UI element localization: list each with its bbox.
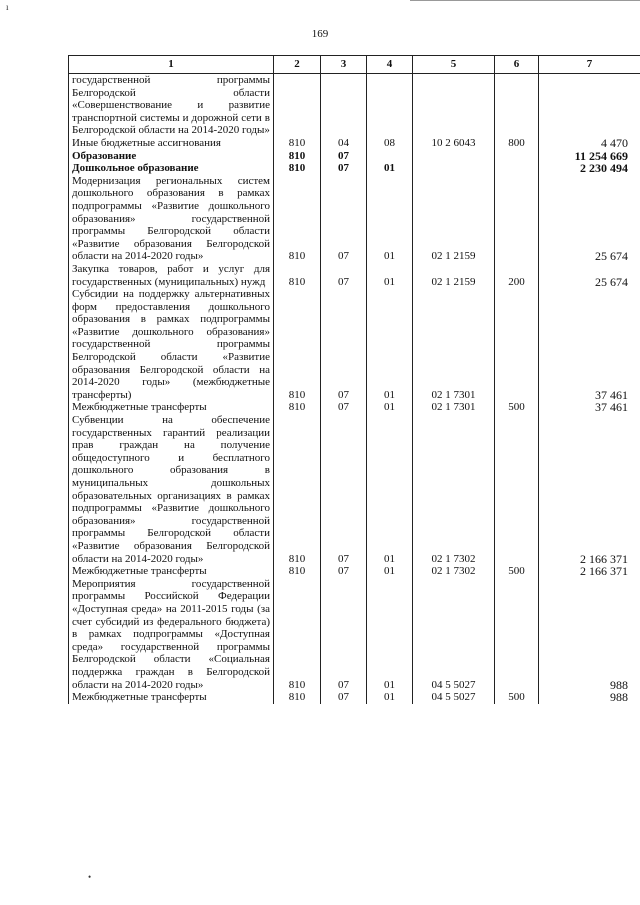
table-row <box>69 150 640 163</box>
row-admin-code: 810 <box>274 578 321 691</box>
row-subsection: 01 <box>367 175 413 263</box>
row-amount: 2 230 494 <box>539 162 640 175</box>
row-name: Субсидии на поддержку альтернативных форм предоставления дошкольного образования в рамках подпрограммы «Развитие дошкольного образования» государственной программы Белгородской области «Развитие образования Белгородской области на 2014-2020 годы» (межбюджетные трансферты) <box>69 288 274 401</box>
row-subsection <box>367 150 413 163</box>
row-admin-code: 810 <box>274 691 321 704</box>
row-subsection: 01 <box>367 414 413 565</box>
row-admin-code: 810 <box>274 414 321 565</box>
row-subsection: 01 <box>367 578 413 691</box>
row-expense-type <box>495 150 539 163</box>
row-name: государственной программы Белгородской области «Совершенствование и развитие транспортной системы и дорожной сети в Белгородской области на 2014-2020 годы» <box>69 74 274 137</box>
row-amount: 25 674 <box>539 175 640 263</box>
row-admin-code: 810 <box>274 288 321 401</box>
row-target-article: 04 5 5027 <box>413 578 495 691</box>
row-section: 07 <box>321 263 367 288</box>
row-subsection: 01 <box>367 288 413 401</box>
row-target-article <box>413 162 495 175</box>
row-subsection: 08 <box>367 137 413 150</box>
row-admin-code: 810 <box>274 137 321 150</box>
row-section: 07 <box>321 565 367 578</box>
table-row <box>69 74 640 137</box>
row-expense-type <box>495 162 539 175</box>
row-name: Межбюджетные трансферты <box>69 401 274 414</box>
row-target-article: 02 1 2159 <box>413 263 495 288</box>
row-expense-type <box>495 414 539 565</box>
row-amount: 2 166 371 <box>539 414 640 565</box>
table-row <box>69 414 640 565</box>
table-row <box>69 162 640 175</box>
table-row <box>69 263 640 288</box>
row-target-article <box>413 74 495 137</box>
row-target-article: 04 5 5027 <box>413 691 495 704</box>
row-subsection: 01 <box>367 401 413 414</box>
row-section <box>321 74 367 137</box>
row-amount: 988 <box>539 691 640 704</box>
top-edge-rule <box>410 0 640 1</box>
row-section: 07 <box>321 162 367 175</box>
scan-mark: • <box>88 872 92 882</box>
row-section: 07 <box>321 401 367 414</box>
row-admin-code: 810 <box>274 150 321 163</box>
row-amount: 4 470 <box>539 137 640 150</box>
row-admin-code: 810 <box>274 263 321 288</box>
row-amount: 11 254 669 <box>539 150 640 163</box>
row-amount: 25 674 <box>539 263 640 288</box>
row-name: Межбюджетные трансферты <box>69 565 274 578</box>
table-row <box>69 175 640 263</box>
column-header: 6 <box>495 56 539 74</box>
row-section: 07 <box>321 578 367 691</box>
row-target-article: 10 2 6043 <box>413 137 495 150</box>
row-subsection: 01 <box>367 691 413 704</box>
row-admin-code: 810 <box>274 401 321 414</box>
row-name: Дошкольное образование <box>69 162 274 175</box>
column-header: 2 <box>274 56 321 74</box>
row-admin-code: 810 <box>274 565 321 578</box>
row-name: Межбюджетные трансферты <box>69 691 274 704</box>
row-target-article: 02 1 7302 <box>413 414 495 565</box>
row-amount: 988 <box>539 578 640 691</box>
row-subsection: 01 <box>367 162 413 175</box>
column-header: 5 <box>413 56 495 74</box>
row-subsection: 01 <box>367 263 413 288</box>
row-name: Субвенции на обеспечение государственных гарантий реализации прав граждан на получение общедоступного и бесплатного дошкольного образования в муниципальных дошкольных образовательных организациях в рамках подпрограммы «Развитие дошкольного образования» государственной программы Белгородской области «Развитие образования Белгородской области на 2014-2020 годы» <box>69 414 274 565</box>
row-expense-type: 500 <box>495 691 539 704</box>
budget-table <box>68 55 640 704</box>
table-row <box>69 565 640 578</box>
row-section: 04 <box>321 137 367 150</box>
row-admin-code: 810 <box>274 175 321 263</box>
row-amount: 37 461 <box>539 401 640 414</box>
row-target-article: 02 1 7301 <box>413 401 495 414</box>
row-target-article: 02 1 7301 <box>413 288 495 401</box>
column-header: 7 <box>539 56 640 74</box>
table-row <box>69 137 640 150</box>
row-expense-type: 800 <box>495 137 539 150</box>
row-expense-type: 200 <box>495 263 539 288</box>
row-name: Иные бюджетные ассигнования <box>69 137 274 150</box>
row-expense-type: 500 <box>495 401 539 414</box>
row-name: Образование <box>69 150 274 163</box>
row-admin-code <box>274 74 321 137</box>
row-name: Модернизация региональных систем дошкольного образования в рамках подпрограммы «Развитие дошкольного образования» государственной программы Белгородской области «Развитие образования Белгородской области на 2014-2020 годы» <box>69 175 274 263</box>
row-section: 07 <box>321 691 367 704</box>
row-target-article: 02 1 7302 <box>413 565 495 578</box>
row-section: 07 <box>321 288 367 401</box>
row-amount: 37 461 <box>539 288 640 401</box>
row-expense-type: 500 <box>495 565 539 578</box>
row-subsection: 01 <box>367 565 413 578</box>
row-section: 07 <box>321 414 367 565</box>
row-subsection <box>367 74 413 137</box>
row-target-article <box>413 150 495 163</box>
table-row <box>69 691 640 704</box>
page-number: 169 <box>311 28 329 40</box>
row-expense-type <box>495 74 539 137</box>
column-header: 1 <box>69 56 274 74</box>
row-expense-type <box>495 175 539 263</box>
row-expense-type <box>495 288 539 401</box>
row-amount <box>539 74 640 137</box>
row-section: 07 <box>321 150 367 163</box>
row-expense-type <box>495 578 539 691</box>
row-admin-code: 810 <box>274 162 321 175</box>
column-header: 3 <box>321 56 367 74</box>
table-row <box>69 401 640 414</box>
row-amount: 2 166 371 <box>539 565 640 578</box>
row-target-article: 02 1 2159 <box>413 175 495 263</box>
row-name: Закупка товаров, работ и услуг для государственных (муниципальных) нужд <box>69 263 274 288</box>
row-section: 07 <box>321 175 367 263</box>
table-header-row <box>69 56 640 74</box>
row-name: Мероприятия государственной программы Российской Федерации «Доступная среда» на 2011-2015 годы (за счет субсидий из федерального бюджета) в рамках подпрограммы «Доступная среда» государственной программы Белгородской области «Социальная поддержка граждан в Белгородской области на 2014-2020 годы» <box>69 578 274 691</box>
table-row <box>69 578 640 691</box>
table-row <box>69 288 640 401</box>
scan-mark: ı <box>6 2 9 12</box>
table-body <box>69 74 640 704</box>
column-header: 4 <box>367 56 413 74</box>
